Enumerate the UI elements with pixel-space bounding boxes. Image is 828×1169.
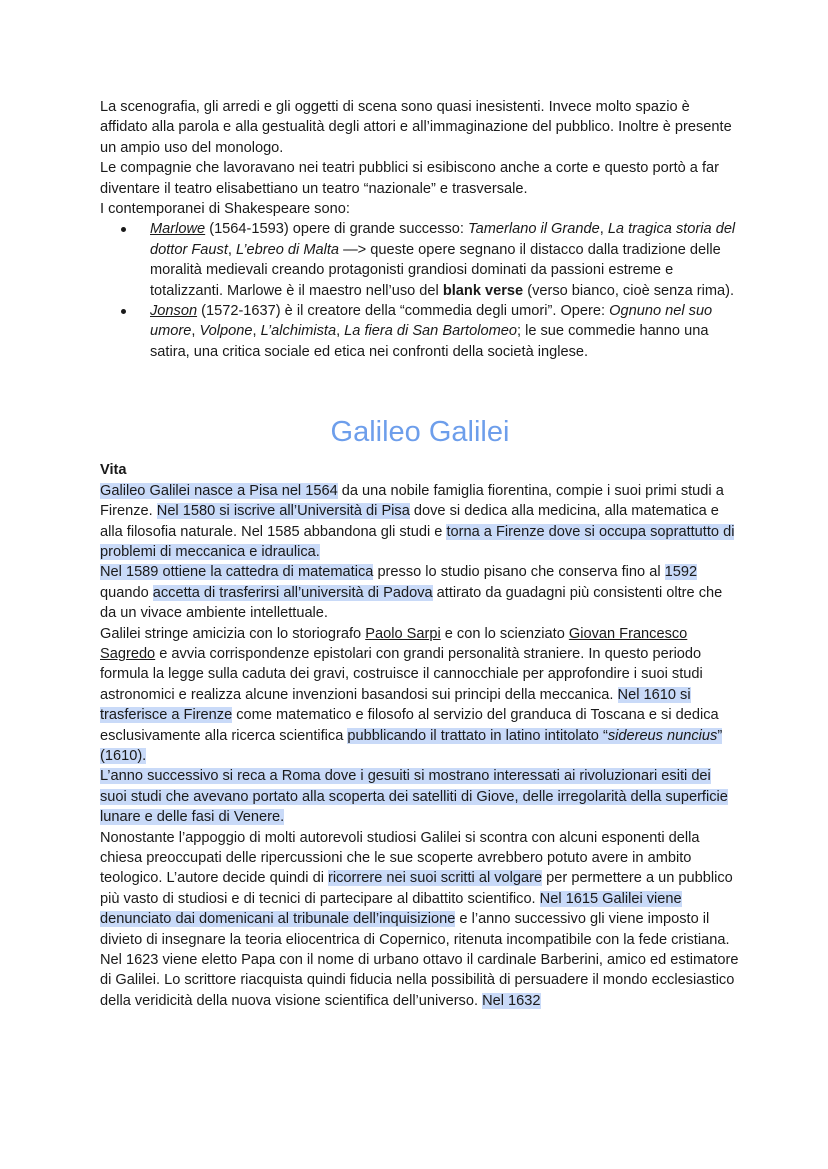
work-title: Tamerlano il Grande [468,221,600,238]
vita-paragraph-3 [100,624,740,767]
highlight: 1592 [664,564,698,581]
highlight: torna a Firenze dove si occupa soprattutto di problemi di meccanica e idraulica. [100,523,735,560]
text: quando [100,584,153,601]
text: —> queste opere segnano il distacco dalla tradizione delle moralità medievali creando protagonisti grandiosi dominati da passioni estreme e totalizzanti. Marlowe è il maestro nell’uso del [150,241,721,299]
text: presso lo studio pisano che conserva fino al [373,564,665,581]
work-title: Volpone [199,323,253,340]
bold-term: blank verse [442,282,524,299]
contemporaries-list [100,219,740,362]
work-title: L’ebreo di Malta [235,241,340,258]
text: attirato da guadagni più consistenti oltre che da un vivace ambiente intellettuale. [100,584,723,622]
author-name: Marlowe [150,221,206,238]
text: (1572-1637) è il creatore della “commedia degli umori”. Opere: [197,303,610,320]
text: Nonostante l’appoggio di molti autorevoli studiosi Galilei si scontra con alcuni esponenti della chiesa preoccupati delle ripercussioni che le sue scoperte avrebbero potuto avere in ambito teologico. L’autore decide quindi di [100,829,700,887]
text: da una nobile famiglia fiorentina, compie i suoi primi studi a Firenze. [100,482,724,520]
intro-paragraph-1: La scenografia, gli arredi e gli oggetti di scena sono quasi inesistenti. Invece molto spazio è affidato alla parola e alla gestualità degli attori e all’immaginazione del pubblico. Inoltre è presente un ampio uso del monologo. [100,99,732,156]
vita-paragraph-5 [100,828,740,950]
section-heading: Vita [100,462,127,479]
highlight: Nel 1615 Galilei viene denunciato dai domenicani al tribunale dell’inquisizione [100,890,682,928]
highlight: L’anno successivo si reca a Roma dove i gesuiti si mostrano interessati ai rivoluzionari esiti dei suoi studi che avevano portato alla scoperta dei satelliti di Giove, delle irregolarità della superficie lunare e delle fasi di Venere. [100,768,728,826]
intro-paragraph-2: Le compagnie che lavoravano nei teatri pubblici si esibiscono anche a corte e questo portò a far diventare il teatro elisabettiano un teatro “nazionale” e trasversale. [100,160,719,197]
person-name: Paolo Sarpi [365,625,441,642]
text: , [227,241,236,258]
text: , [191,323,200,340]
list-item-jonson [100,301,740,362]
highlight: accetta di trasferirsi all’università di Padova [152,584,433,601]
text: e avvia corrispondenze epistolari con grandi personalità straniere. In questo periodo formula la legge sulla caduta dei gravi, costruisce il cannocchiale per approfondire i suoi studi astronomici e realizza alcune invenzioni basandosi sui principi della meccanica. [100,645,703,703]
highlight-italic: sidereus nuncius [607,727,718,744]
vita-paragraph-6 [100,950,740,1011]
work-title: Ognuno nel suo umore [150,303,713,340]
highlight: pubblicando il trattato in latino intitolato “ [347,727,608,744]
text: , [336,323,345,340]
vita-paragraph-4 [100,766,740,827]
text: dove si dedica alla medicina, alla matematica e alla filosofia naturale. Nel 1585 abbandona gli studi e [100,503,719,540]
highlight: Galileo Galilei nasce a Pisa nel 1564 [100,482,338,499]
bullet-icon [121,227,126,232]
text: (verso bianco, cioè senza rima). [523,282,735,299]
vita-paragraph-1 [100,481,740,563]
highlight: Nel 1632 [482,992,541,1009]
work-title: La fiera di San Bartolomeo [344,323,517,340]
text: e con lo scienziato [440,625,569,642]
text: per permettere a un pubblico più vasto di studiosi e di tecnici di partecipare al dibattito scientifico. [100,870,733,907]
highlight: Nel 1580 si iscrive all’Università di Pisa [156,503,410,520]
text: come matematico e filosofo al servizio del granduca di Toscana e si dedica esclusivamente alla ricerca scientifica [100,707,719,744]
work-title: L’alchimista [260,323,337,340]
person-name: Giovan Francesco Sagredo [100,625,688,662]
text: ; le sue commedie hanno una satira, una critica sociale ed etica nei confronti della società inglese. [150,323,709,360]
highlight: Nel 1589 ottiene la cattedra di matematica [100,564,374,581]
text: e l’anno successivo gli viene imposto il divieto di insegnare la teoria eliocentrica di Copernico, ritenuta incompatibile con la fede cristiana. [100,911,730,948]
author-name: Jonson [150,303,198,320]
intro-paragraph-3: I contemporanei di Shakespeare sono: [100,201,350,218]
highlight: Nel 1610 si trasferisce a Firenze [100,686,691,724]
text: , [252,323,261,340]
work-title: La tragica storia del dottor Faust [150,221,736,258]
text: Galilei stringe amicizia con lo storiografo [100,625,366,642]
text: (1564-1593) opere di grande successo: [205,221,469,238]
document-page [100,97,740,1011]
text: , [599,221,608,238]
list-item-marlowe [100,219,740,301]
text: Nel 1623 viene eletto Papa con il nome di urbano ottavo il cardinale Barberini, amico ed estimatore di Galilei. Lo scrittore riacquista quindi fiducia nella possibilità di persuadere il mondo ecclesiastico della veridicità della nuova visione scientifica dell’universo. [100,952,739,1009]
vita-paragraph-2 [100,562,740,623]
highlight: ricorrere nei suoi scritti al volgare [328,870,543,887]
bullet-icon [121,309,126,314]
page-title: Galileo Galilei [330,416,510,449]
highlight: ” (1610). [100,727,723,764]
